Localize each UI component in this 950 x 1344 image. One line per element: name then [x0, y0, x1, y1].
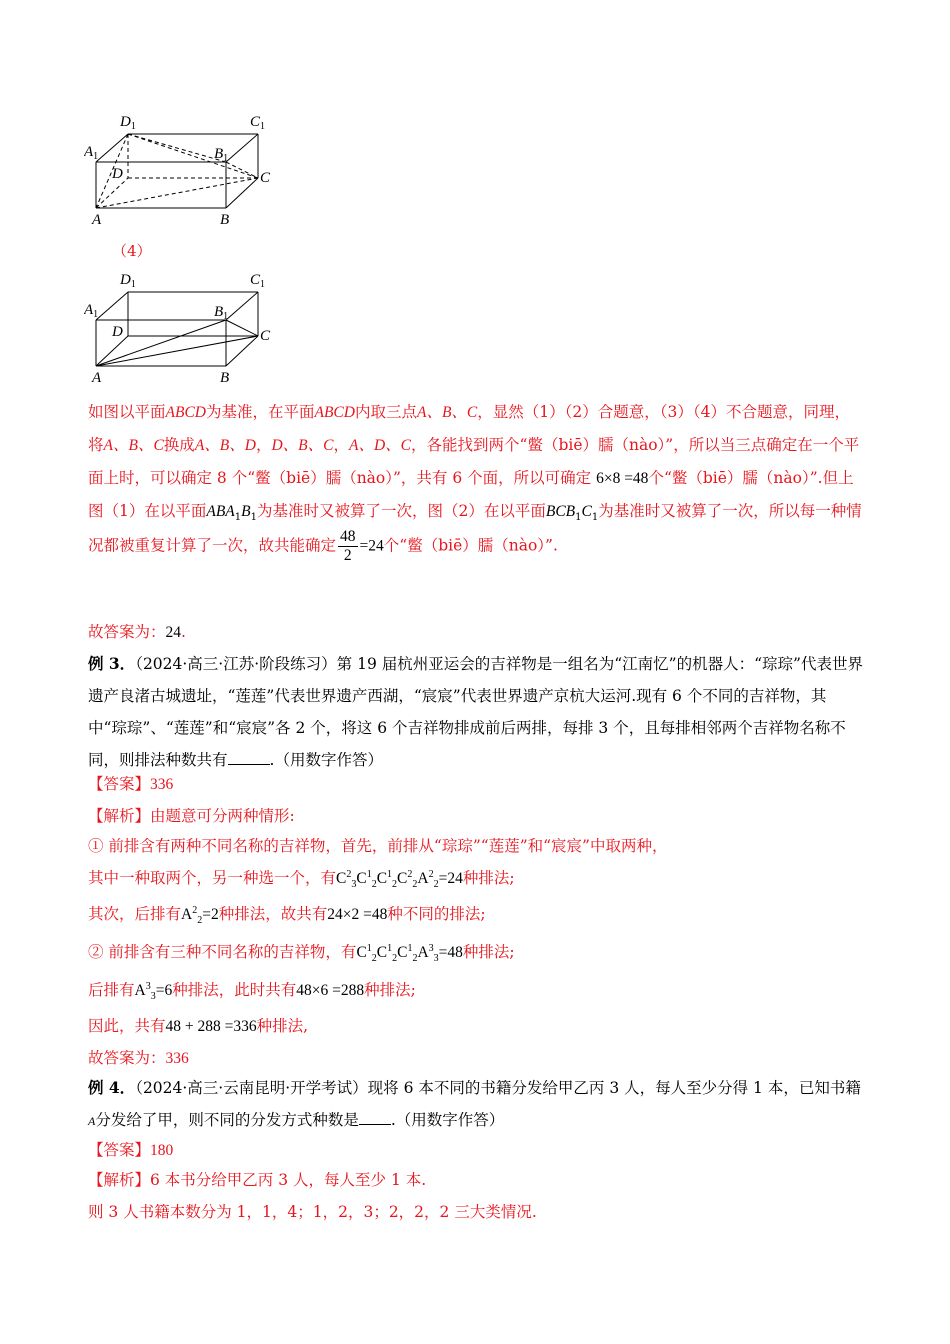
example-3-solution-tag: 【解析】由题意可分两种情形:: [88, 807, 295, 825]
label-B1: $B_1$: [214, 304, 229, 322]
example-3-step-1: ① 前排含有两种不同名称的吉祥物，首先，前排从“琮琮”“莲莲”和“宸宸”中取两种，: [88, 837, 668, 855]
label-A1: $A_1$: [84, 302, 99, 320]
answer-blank: [228, 750, 270, 765]
example-3-answer: 【答案】336: [88, 775, 174, 793]
example-3-step-3: 其次，后排有$A^2_2=2$种排法，故共有24×2 =48种不同的排法;: [88, 904, 486, 927]
label-D1: $D_1$: [120, 114, 136, 132]
label-B1: $B_1$: [214, 146, 229, 164]
answer-line-1: 故答案为：24.: [88, 623, 186, 641]
example-3-step-5: 后排有$A^3_3=6$种排法，此时共有48×6 =288种排法;: [88, 980, 416, 1003]
figure-cuboid-2: [84, 270, 284, 388]
example-3-question: 例 3．（2024·高三·江苏·阶段练习）第 19 届杭州亚运会的吉祥物是一组名为“江南忆”的机器人：“琮琮”代表世界遗产良渚古城遗址，“莲莲”代表世界遗产西湖，“宸宸”代表世界遗产京杭大运河.现有 6 个不同的吉祥物，其中“琮琮”、“莲莲”和“宸宸”各 2 个，将这 6 个吉祥物排成前后两排，每排 3 个，且每排相邻两个吉祥物名称不同，则排法种数共有 .（用数字作答）: [88, 654, 863, 769]
label-C1: $C_1$: [250, 114, 266, 132]
example-4-solution: 【解析】6 本书分给甲乙丙 3 人，每人至少 1 本.: [88, 1171, 427, 1189]
label-B: B: [220, 370, 230, 386]
example-4-step-2: 则 3 人书籍本数分为 1，1，4；1，2，3；2，2，2 三大类情况.: [88, 1203, 537, 1221]
example-3-step-6: 因此，共有48 + 288 =336种排法,: [88, 1017, 309, 1035]
label-C: C: [260, 328, 271, 344]
example-3-label: 例 3．: [88, 654, 136, 673]
answer-blank: [359, 1110, 391, 1125]
fraction-48-over-2: $\frac{48}{2}$: [340, 528, 356, 564]
label-C1: $C_1$: [250, 272, 266, 290]
label-D1: $D_1$: [120, 272, 136, 290]
label-D: D: [112, 324, 123, 340]
example-3-final: 故答案为：336: [88, 1049, 189, 1067]
label-A1: $A_1$: [84, 144, 99, 162]
example-4-question: 例 4．（2024·高三·云南昆明·开学考试）现将 6 本不同的书籍分发给甲乙丙 3 人，每人至少分得 1 本，已知书籍A分发给了甲，则不同的分发方式种数是 .（用数字作答）: [88, 1078, 861, 1129]
label-D: D: [112, 166, 123, 182]
label-A: A: [92, 370, 102, 386]
cuboid-diagram-2: [84, 270, 284, 388]
example-3-step-2: 其中一种取两个，另一种选一个，有$C^2_3C^1_2C^1_2C^2_2A^2_2=24$种排法;: [88, 868, 515, 891]
example-4-label: 例 4．: [88, 1078, 136, 1097]
explanation-paragraph: 如图以平面ABCD为基准，在平面ABCD内取三点A、B、C，显然（1）（2）合题意，（3）（4）不合题意，同理，将A、B、C换成A、B、D，D、B、C，A、D、C，各能找到两个“鳖（biē）臑（nào）”，所以当三点确定在一个平面上时，可以确定 8 个“鳖（biē）臑（nào）”，共有 6 个面，所以可确定 6×8 =48个“鳖（biē）臑（nào）”.但上图（1）在以平面$ABA_1B_1$为基准时又被算了一次，图（2）在以平面$BCB_1C_1$为基准时又被算了一次，所以每一种情况都被重复计算了一次，故共能确定 $\frac{48}{2}$ =24个“鳖（biē）臑（nào）”.: [88, 403, 862, 564]
example-3-step-4: ② 前排含有三种不同名称的吉祥物，有$C^1_2C^1_2C^1_2A^3_3=48$种排法;: [88, 942, 515, 965]
cuboid-diagram-1: [84, 112, 284, 230]
example-4-answer: 【答案】180: [88, 1141, 174, 1159]
label-C: C: [260, 170, 271, 186]
label-B: B: [220, 212, 230, 228]
label-A: A: [92, 212, 102, 228]
figure-caption-4: （4）: [112, 242, 152, 260]
figure-cuboid-1: [84, 112, 284, 230]
